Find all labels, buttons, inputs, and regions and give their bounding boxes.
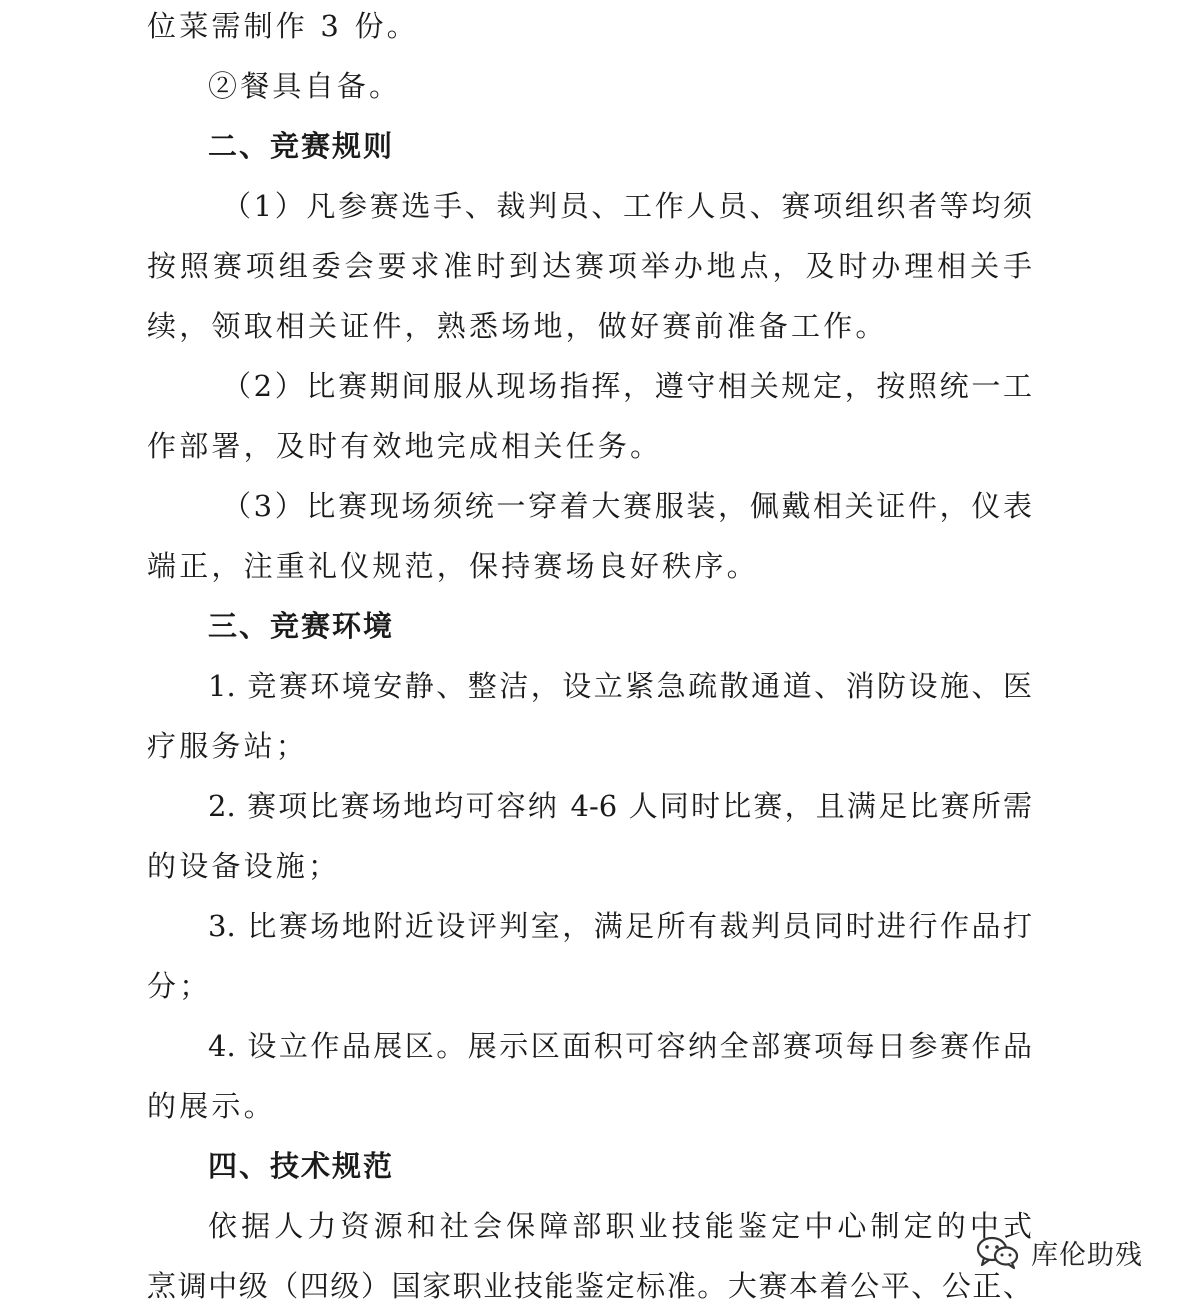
paragraph-line: 依据人力资源和社会保障部职业技能鉴定中心制定的中式 [208, 1209, 1032, 1243]
paragraph-line: （3）比赛现场须统一穿着大赛服装，佩戴相关证件，仪表 [222, 489, 1032, 523]
list-item-line: 4. 设立作品展区。展示区面积可容纳全部赛项每日参赛作品 [208, 1029, 1032, 1063]
wechat-icon [975, 1234, 1021, 1270]
list-item-line: 3. 比赛场地附近设评判室，满足所有裁判员同时进行作品打 [208, 909, 1032, 943]
paragraph-line: （2）比赛期间服从现场指挥，遵守相关规定，按照统一工 [222, 369, 1032, 403]
paragraph-line: 作部署，及时有效地完成相关任务。 [147, 429, 663, 463]
text-line: 位菜需制作 3 份。 [147, 9, 419, 43]
section-heading-rules: 二、竞赛规则 [208, 129, 395, 163]
list-item-line: 1. 竞赛环境安静、整洁，设立紧急疏散通道、消防设施、医 [208, 669, 1032, 703]
paragraph-line: （1）凡参赛选手、裁判员、工作人员、赛项组织者等均须 [222, 189, 1032, 223]
watermark [975, 1232, 1143, 1272]
section-heading-environment: 三、竞赛环境 [208, 609, 395, 643]
section-heading-tech-spec: 四、技术规范 [208, 1149, 395, 1183]
list-item-line: 疗服务站； [147, 729, 309, 763]
list-item-line: 分； [147, 969, 212, 1003]
paragraph-line: 端正，注重礼仪规范，保持赛场良好秩序。 [147, 549, 759, 583]
list-item-line: 的展示。 [147, 1089, 276, 1123]
paragraph-line: 按照赛项组委会要求准时到达赛项举办地点，及时办理相关手 [147, 249, 1032, 283]
list-item-line: 的设备设施； [147, 849, 341, 883]
paragraph-line: 续，领取相关证件，熟悉场地，做好赛前准备工作。 [147, 309, 888, 343]
text-line: ②餐具自备。 [208, 69, 402, 103]
paragraph-line: 烹调中级（四级）国家职业技能鉴定标准。大赛本着公平、公正、 [147, 1269, 1032, 1303]
list-item-line: 2. 赛项比赛场地均可容纳 4-6 人同时比赛，且满足比赛所需 [208, 789, 1032, 823]
watermark-text: 库伦助残 [1031, 1239, 1143, 1271]
